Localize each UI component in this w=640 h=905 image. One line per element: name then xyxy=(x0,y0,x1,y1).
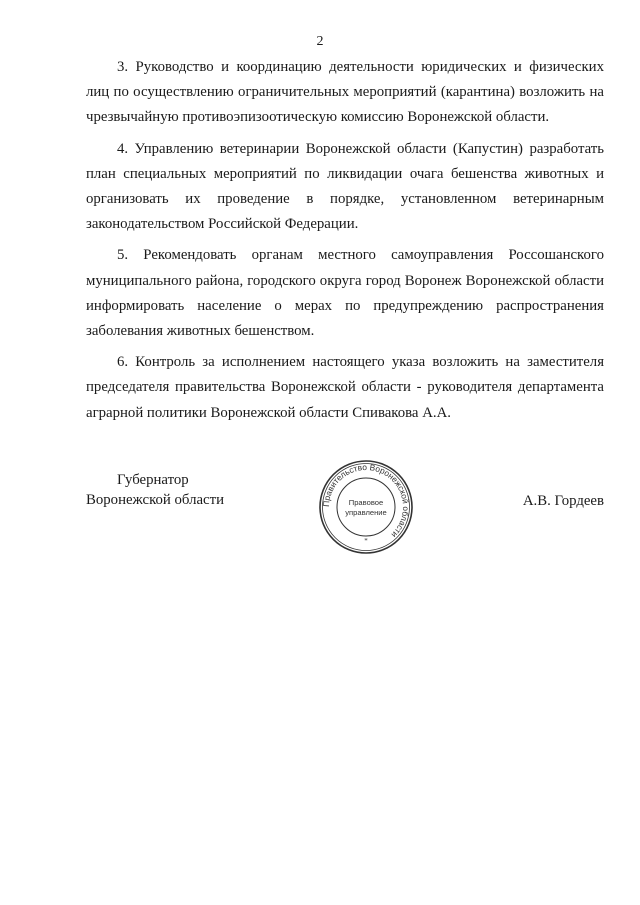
stamp-outer-text: Правительство Воронежской области xyxy=(320,461,412,540)
paragraph-3: 3. Руководство и координацию деятельности юридических и физических лиц по осуществлению ограничительных мероприятий (карантина) возложить на чрезвычайную противоэпизоотическую комиссию Воронежской области. xyxy=(86,59,604,126)
decree-body xyxy=(86,55,604,432)
stamp-inner-line1: Правовое xyxy=(348,498,384,507)
signatory-region: Воронежской области xyxy=(86,492,224,508)
paragraph-4: 4. Управлению ветеринарии Воронежской области (Капустин) разработать план специальных мероприятий по ликвидации очага бешенства животных и организовать их проведение в порядке, установленном ветеринарным законодательством Российской Федерации. xyxy=(86,140,604,233)
signatory-position: Губернатор xyxy=(117,472,189,488)
paragraph-6: 6. Контроль за исполнением настоящего указа возложить на заместителя председателя правительства Воронежской области - руководителя департамента аграрной политики Воронежской области Спивакова А.А. xyxy=(86,354,604,421)
signatory-title xyxy=(86,470,224,510)
official-stamp xyxy=(318,459,414,555)
page-number: 2 xyxy=(316,34,324,49)
stamp-star-icon: * xyxy=(364,537,368,545)
paragraph-5: 5. Рекомендовать органам местного самоуправления Россошанского муниципального района, городского округа город Воронеж Воронежской области информировать население о мерах по предупреждению распространения заболевания животных бешенством. xyxy=(86,247,604,340)
signatory-name: А.В. Гордеев xyxy=(522,493,604,509)
stamp-inner-line2: управление xyxy=(345,508,387,517)
